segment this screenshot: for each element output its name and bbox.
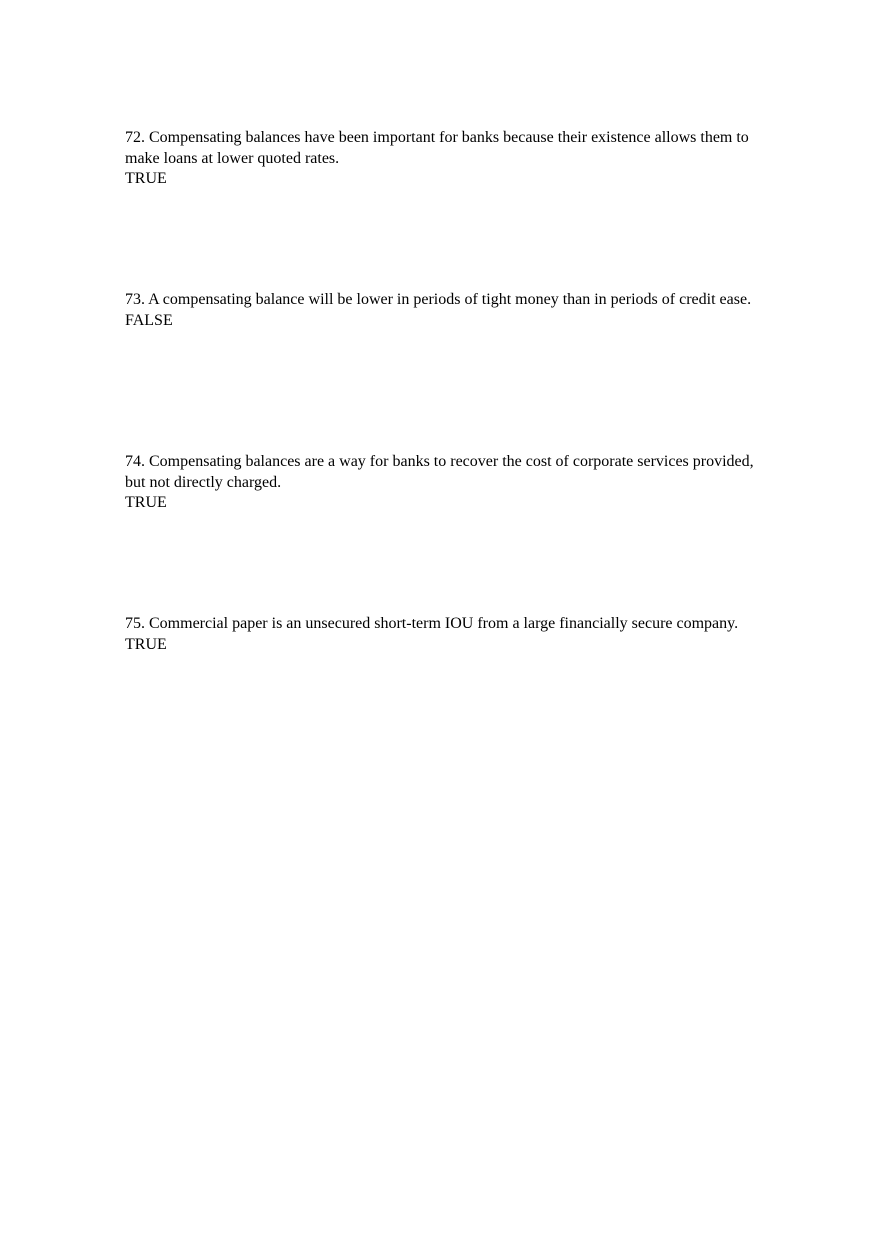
question-73 bbox=[125, 290, 775, 331]
answer: TRUE bbox=[125, 170, 167, 187]
question-74 bbox=[125, 452, 775, 514]
question-72 bbox=[125, 128, 775, 190]
question-text: 75. Commercial paper is an unsecured short-term IOU from a large financially secure company. bbox=[125, 615, 739, 632]
question-75 bbox=[125, 614, 775, 655]
answer: TRUE bbox=[125, 494, 167, 511]
question-text: 73. A compensating balance will be lower in periods of tight money than in periods of credit ease. bbox=[125, 291, 752, 308]
question-text: 74. Compensating balances are a way for banks to recover the cost of corporate services provided, but not directly charged. bbox=[125, 453, 754, 491]
question-text: 72. Compensating balances have been important for banks because their existence allows them to make loans at lower quoted rates. bbox=[125, 129, 749, 167]
answer: FALSE bbox=[125, 311, 173, 329]
answer: TRUE bbox=[125, 635, 167, 653]
